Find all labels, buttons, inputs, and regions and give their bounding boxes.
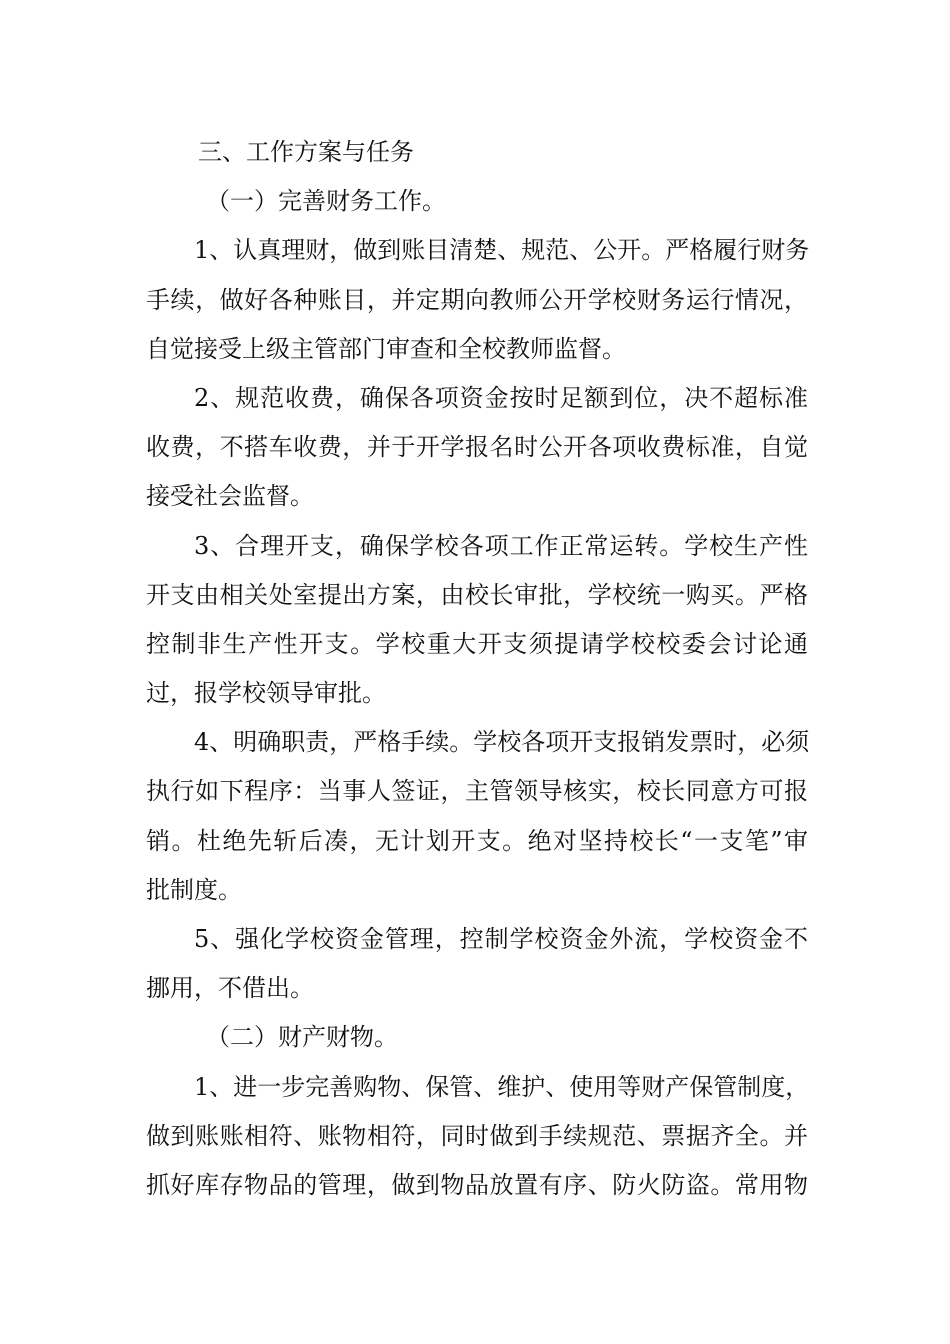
paragraph-2-line-2: 收费，不搭车收费，并于开学报名时公开各项收费标准，自觉: [146, 433, 808, 462]
paragraph-1-line-2: 手续，做好各种账目，并定期向教师公开学校财务运行情况，: [146, 285, 808, 314]
subsection-heading-1: （一）完善财务工作。: [206, 187, 446, 216]
paragraph-4-line-4: 批制度。: [146, 875, 242, 904]
section-heading: 三、工作方案与任务: [198, 138, 414, 166]
paragraph-6-line-1: 1、进一步完善购物、保管、维护、使用等财产保管制度，: [194, 1072, 810, 1101]
paragraph-4-line-2: 执行如下程序：当事人签证，主管领导核实，校长同意方可报: [146, 777, 808, 806]
paragraph-3-line-4: 过，报学校领导审批。: [146, 679, 386, 708]
paragraph-5-line-2: 挪用，不借出。: [146, 974, 314, 1003]
document-body: [146, 128, 808, 1210]
subsection-heading-2: （二）财产财物。: [206, 1023, 398, 1052]
paragraph-3-line-1: 3、合理开支，确保学校各项工作正常运转。学校生产性: [194, 531, 808, 560]
paragraph-2-line-3: 接受社会监督。: [146, 482, 314, 511]
paragraph-4-line-3: 销。杜绝先斩后凑，无计划开支。绝对坚持校长“一支笔”审: [146, 826, 808, 855]
paragraph-6-line-3: 抓好库存物品的管理，做到物品放置有序、防火防盗。常用物: [146, 1170, 808, 1199]
paragraph-1-line-1: 1、认真理财，做到账目清楚、规范、公开。严格履行财务: [194, 236, 810, 265]
paragraph-3-line-3: 控制非生产性开支。学校重大开支须提请学校校委会讨论通: [146, 629, 808, 658]
paragraph-2-line-1: 2、规范收费，确保各项资金按时足额到位，决不超标准: [194, 383, 808, 412]
paragraph-4-line-1: 4、明确职责，严格手续。学校各项开支报销发票时，必须: [194, 728, 810, 757]
paragraph-3-line-2: 开支由相关处室提出方案，由校长审批，学校统一购买。严格: [146, 580, 808, 609]
paragraph-6-line-2: 做到账账相符、账物相符，同时做到手续规范、票据齐全。并: [146, 1121, 808, 1150]
paragraph-5-line-1: 5、强化学校资金管理，控制学校资金外流，学校资金不: [194, 925, 808, 953]
paragraph-1-line-3: 自觉接受上级主管部门审查和全校教师监督。: [146, 334, 626, 363]
